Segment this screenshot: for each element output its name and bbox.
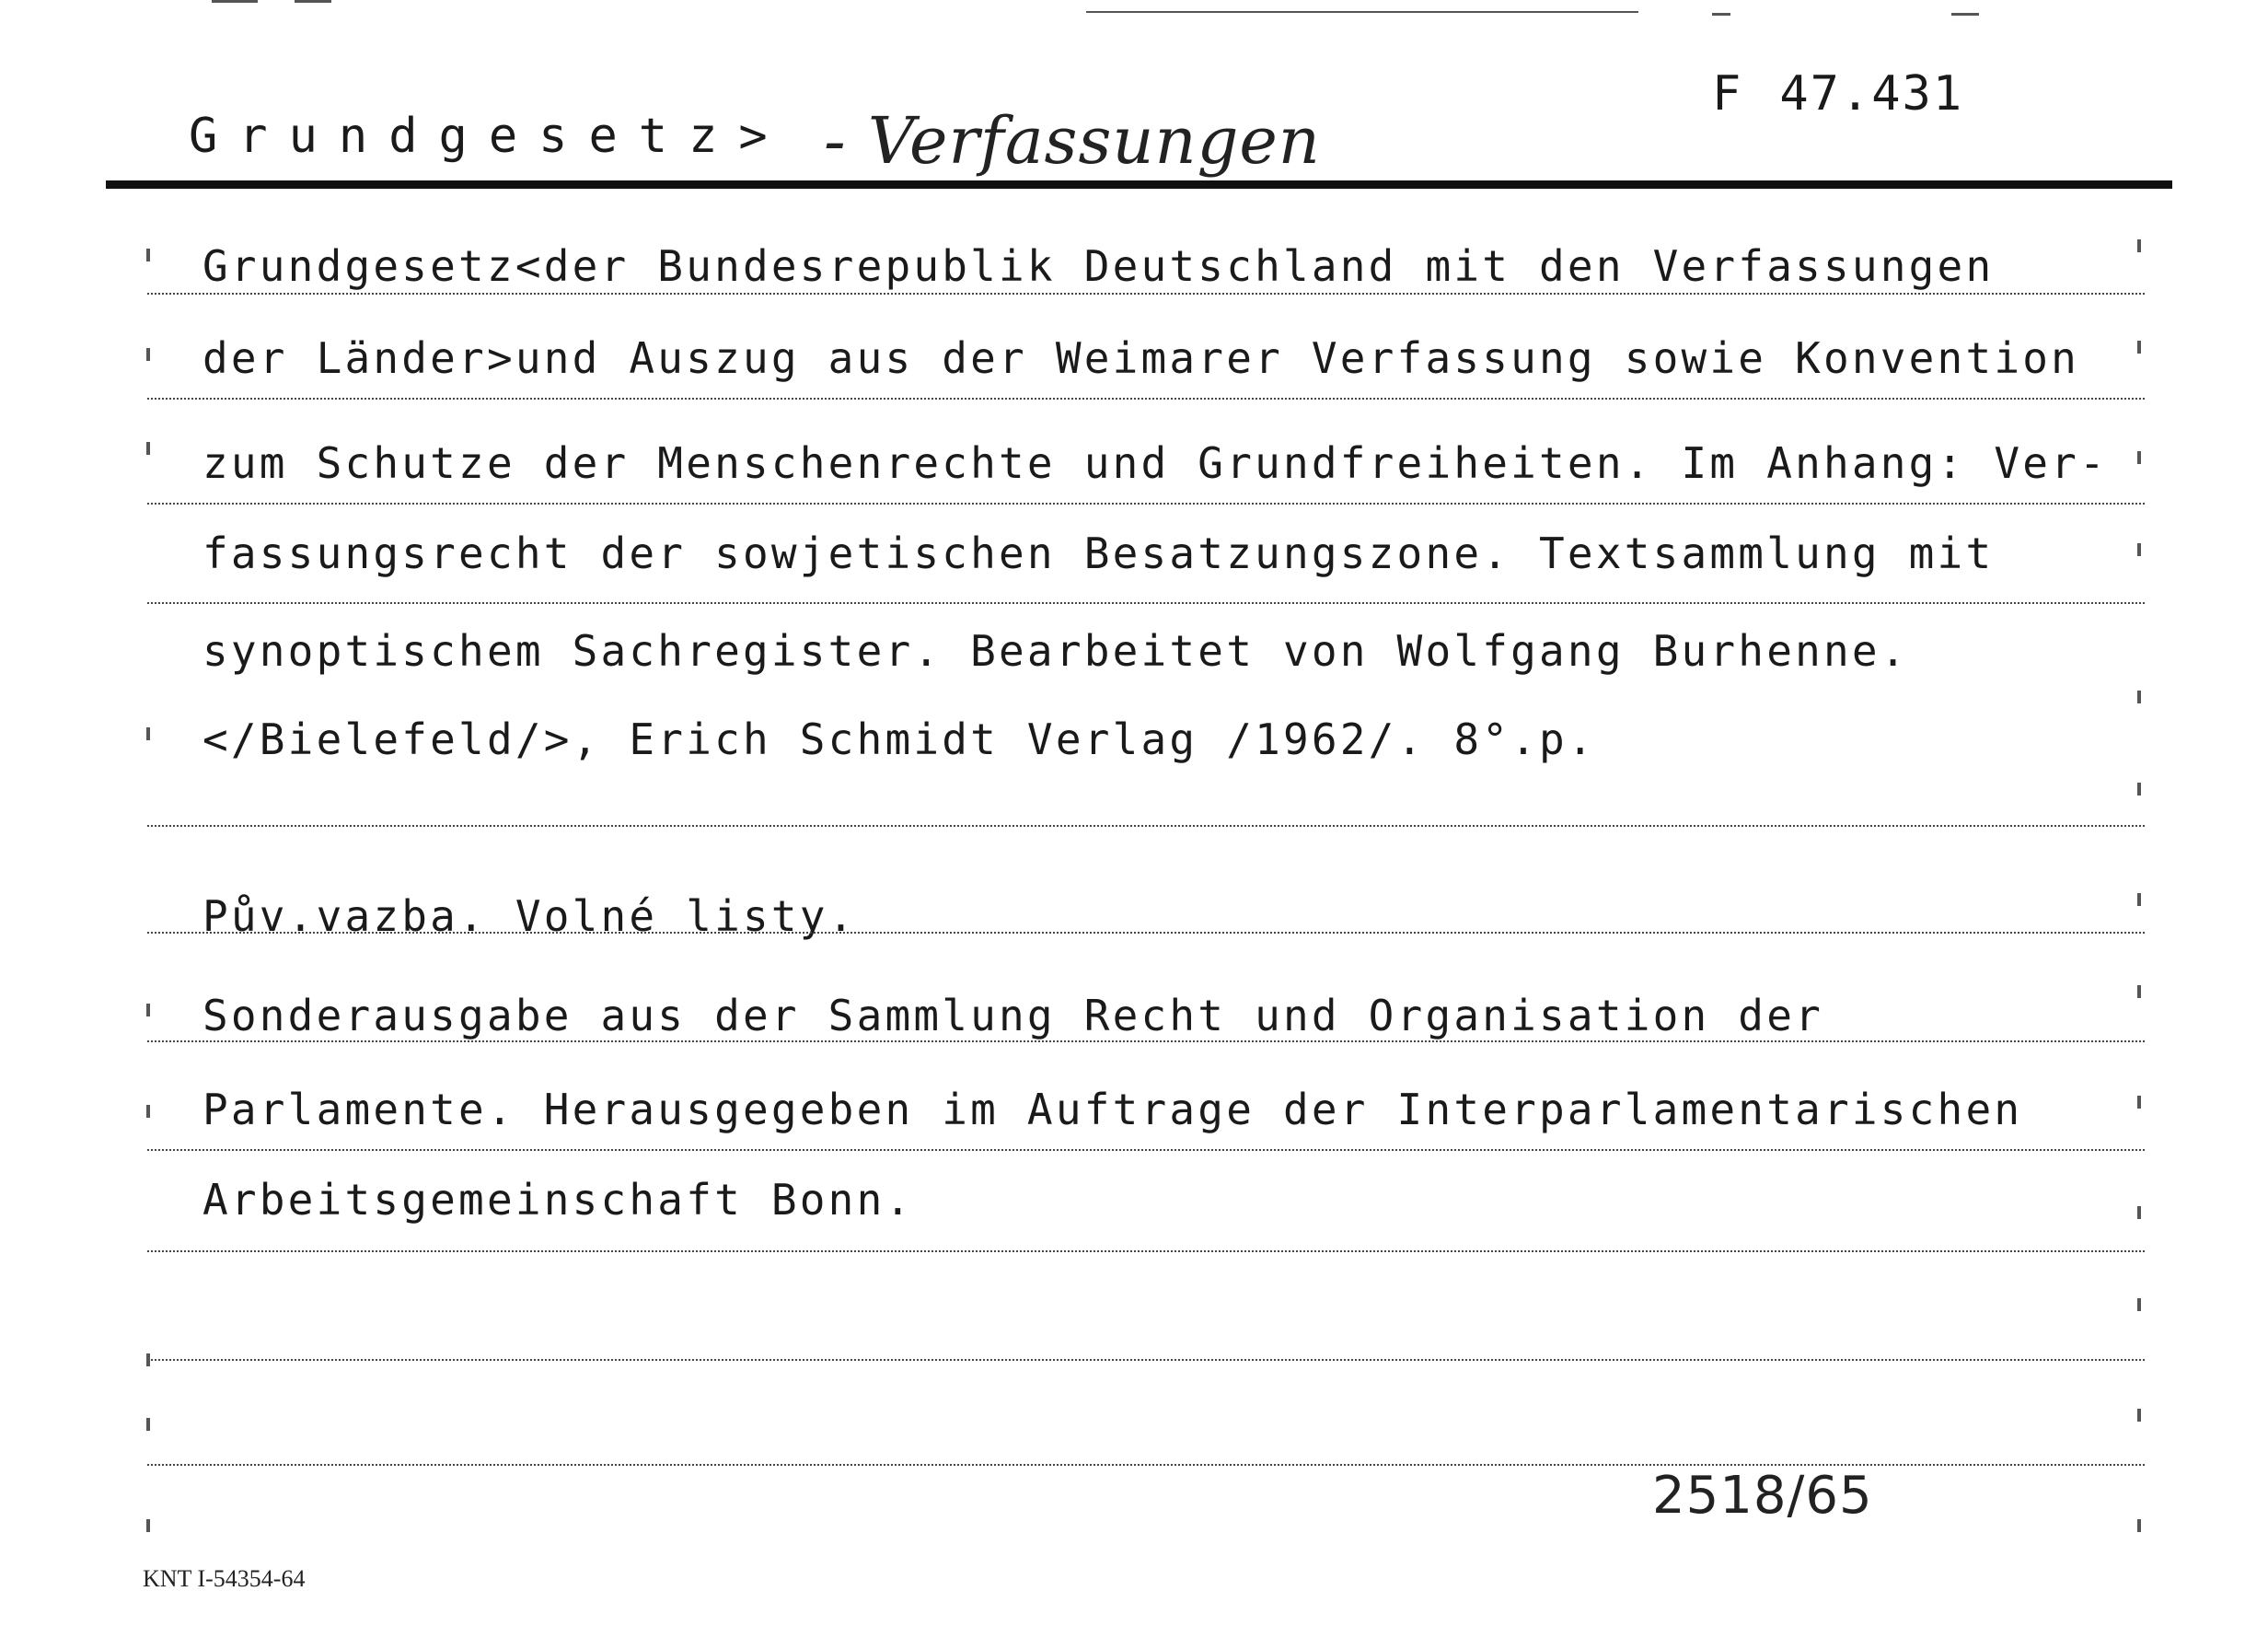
card-line: Arbeitsgemeinschaft Bonn. (202, 1175, 914, 1225)
margin-mark (146, 348, 150, 361)
margin-mark (2137, 451, 2141, 464)
margin-mark (2137, 691, 2141, 703)
ruled-line (147, 1040, 2145, 1042)
margin-mark (2137, 1519, 2141, 1532)
margin-mark (2137, 985, 2141, 998)
margin-mark (146, 727, 150, 740)
margin-mark (2137, 543, 2141, 556)
ruled-line (147, 1250, 2145, 1252)
margin-mark (2137, 1206, 2141, 1219)
card-line: Pův.vazba. Volné listy. (202, 891, 857, 941)
margin-mark (146, 249, 150, 261)
margin-mark (2137, 239, 2141, 252)
card-line: Grundgesetz<der Bundesrepublik Deutschland mit den Verfassungen (202, 241, 1995, 291)
margin-mark (146, 1353, 150, 1366)
margin-mark (2137, 341, 2141, 354)
card-line: der Länder>und Auszug aus der Weimarer Verfassung sowie Konvention (202, 333, 2080, 383)
margin-mark (146, 1004, 150, 1016)
ruled-line (147, 932, 2145, 934)
card-line: fassungsrecht der sowjetischen Besatzungszone. Textsammlung mit (202, 528, 1995, 578)
margin-mark (146, 1105, 150, 1118)
card-line: Parlamente. Herausgegeben im Auftrage der Interparlamentarischen (202, 1085, 2023, 1134)
subject-heading: Grundgesetz> (189, 109, 789, 164)
ruled-line (147, 825, 2145, 827)
right-margin-marks (2134, 230, 2146, 1593)
margin-mark (2137, 1096, 2141, 1109)
ruled-line (147, 602, 2145, 604)
margin-mark (2137, 893, 2141, 906)
speck (212, 0, 258, 3)
ruled-line (147, 1359, 2145, 1361)
speck (295, 0, 331, 3)
footer-code: KNT I-54354-64 (143, 1565, 306, 1592)
margin-mark (146, 442, 150, 455)
call-number-value: 47.431 (1779, 66, 1964, 122)
margin-mark (2137, 1409, 2141, 1422)
left-margin-marks (143, 230, 156, 1538)
call-number-prefix: F (1712, 66, 1743, 122)
margin-mark (146, 1418, 150, 1431)
speck (1951, 13, 1979, 16)
margin-mark (2137, 1298, 2141, 1311)
top-edge-specks (184, 0, 2209, 28)
card-line: </Bielefeld/>, Erich Schmidt Verlag /1962/. 8°.p. (202, 714, 1596, 764)
speck (1086, 11, 1638, 13)
ruled-line (147, 1149, 2145, 1151)
card-line: Sonderausgabe aus der Sammlung Recht und Organisation der (202, 991, 1823, 1040)
card-line: synoptischem Sachregister. Bearbeitet von Wolfgang Burhenne. (202, 626, 1909, 676)
ruled-line (147, 293, 2145, 295)
accession-number: 2518/65 (1652, 1466, 1873, 1526)
ruled-line (147, 503, 2145, 505)
ruled-line (147, 398, 2145, 400)
margin-mark (2137, 783, 2141, 796)
card-line: zum Schutze der Menschenrechte und Grundfreiheiten. Im Anhang: Ver- (202, 438, 2108, 488)
heading-rule (106, 180, 2172, 189)
margin-mark (146, 1519, 150, 1532)
subject-heading-handwritten: - Verfassungen (824, 103, 1321, 179)
call-number (1712, 66, 1963, 122)
speck (1712, 13, 1730, 16)
